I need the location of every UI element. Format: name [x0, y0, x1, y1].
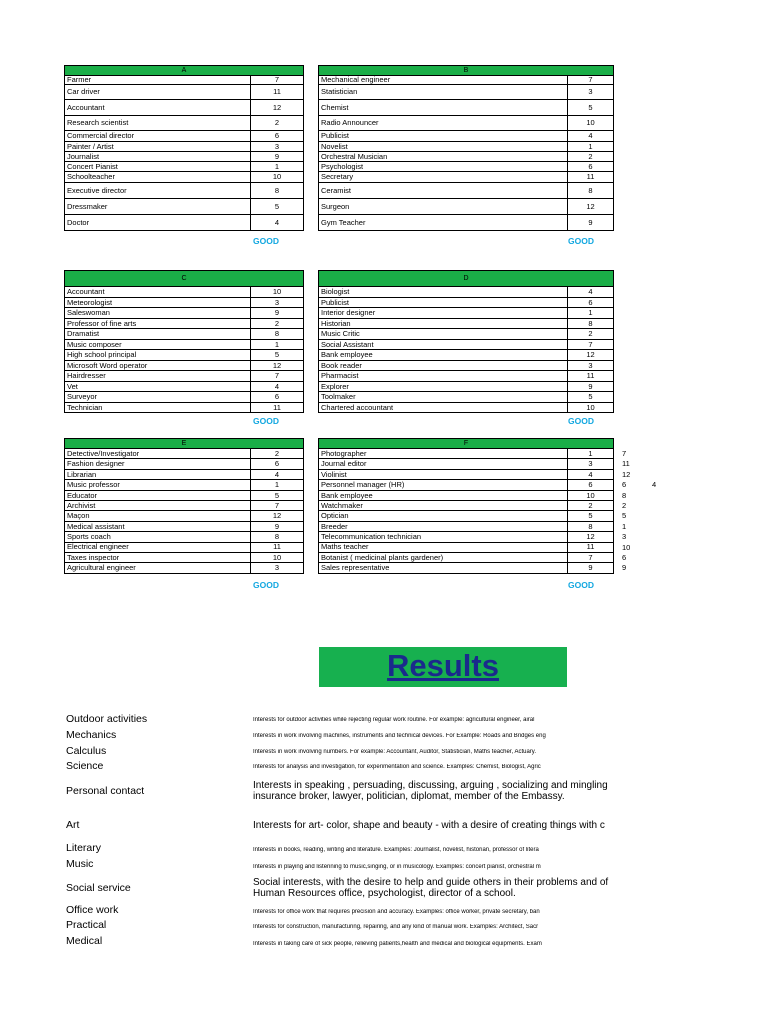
job-label: Archivist	[65, 500, 251, 510]
job-label: Interior designer	[319, 308, 568, 319]
extra-value: 8	[622, 490, 627, 500]
extra-value	[652, 502, 656, 512]
job-label: Electrical engineer	[65, 542, 251, 552]
table-e	[64, 438, 304, 574]
job-rank: 10	[568, 490, 614, 500]
extra-value: 3	[622, 532, 627, 542]
extra-value	[652, 564, 656, 574]
status-good: GOOD	[253, 416, 279, 426]
results-banner	[319, 647, 567, 687]
job-label: Sales representative	[319, 563, 568, 573]
job-rank: 8	[251, 329, 304, 340]
extra-value: 6	[622, 552, 627, 562]
result-description: Interests in work involving numbers. For example: Accountant, Auditor, Statistician, Maths teacher, Actuary.	[253, 749, 537, 755]
results-title: Results	[387, 648, 499, 683]
extra-value: 1	[622, 521, 627, 531]
job-label: Saleswoman	[65, 308, 251, 319]
job-rank: 1	[568, 449, 614, 459]
job-rank: 5	[568, 392, 614, 403]
job-label: Dramatist	[65, 329, 251, 340]
job-label: Accountant	[65, 100, 251, 116]
job-rank: 1	[251, 339, 304, 350]
job-label: Meteorologist	[65, 297, 251, 308]
job-label: Commercial director	[65, 131, 251, 142]
job-label: Violinist	[319, 469, 568, 479]
job-label: Personnel manager (HR)	[319, 480, 568, 490]
job-label: Music Critic	[319, 329, 568, 340]
extra-value: 12	[622, 469, 631, 479]
job-rank: 5	[568, 511, 614, 521]
table-b	[318, 65, 614, 231]
job-label: Accountant	[65, 287, 251, 298]
result-category: Office work	[66, 904, 119, 916]
job-rank: 1	[251, 480, 304, 490]
job-label: Music composer	[65, 339, 251, 350]
extra-value	[652, 450, 656, 460]
job-label: Educator	[65, 490, 251, 500]
job-label: Social Assistant	[319, 339, 568, 350]
job-rank: 2	[568, 500, 614, 510]
job-rank: 2	[568, 152, 614, 162]
job-label: Optician	[319, 511, 568, 521]
table-a	[64, 65, 304, 231]
job-label: Sports coach	[65, 532, 251, 542]
result-category: Literary	[66, 842, 102, 854]
result-description: Interests for analysis and investigation, for experimentation and science. Examples: Chemist, Biologist, Agric	[253, 764, 541, 770]
job-rank: 1	[568, 142, 614, 152]
job-rank: 3	[568, 85, 614, 100]
job-rank: 10	[251, 552, 304, 562]
job-rank: 4	[251, 469, 304, 479]
job-label: Painter / Artist	[65, 142, 251, 152]
job-label: Botanist ( medicinal plants gardener)	[319, 552, 568, 562]
job-rank: 5	[568, 100, 614, 116]
job-rank: 11	[251, 85, 304, 100]
job-label: Executive director	[65, 183, 251, 199]
job-rank: 12	[568, 350, 614, 361]
job-rank: 3	[251, 563, 304, 573]
job-rank: 8	[568, 318, 614, 329]
extra-value: 10	[622, 542, 631, 552]
job-rank: 4	[568, 131, 614, 142]
result-category: Science	[66, 760, 104, 772]
result-description: Interests for construction, manufacturing, repairing, and any kind of manual work. Examples: Architect, Sacr	[253, 924, 539, 930]
job-rank: 10	[251, 287, 304, 298]
job-label: Pharmacist	[319, 371, 568, 382]
table-header: F	[319, 439, 614, 449]
job-label: Photographer	[319, 449, 568, 459]
job-label: Journal editor	[319, 459, 568, 469]
table-header: C	[65, 271, 304, 287]
job-rank: 1	[568, 308, 614, 319]
result-category: Personal contact	[66, 785, 145, 797]
job-label: Surgeon	[319, 199, 568, 215]
extra-value	[652, 460, 656, 470]
result-description: Interests for office work that requires precision and accuracy. Examples: office worker, private secretary, ban	[253, 909, 540, 915]
job-rank: 3	[251, 297, 304, 308]
job-label: Taxes inspector	[65, 552, 251, 562]
job-rank: 9	[251, 308, 304, 319]
job-rank: 6	[251, 459, 304, 469]
job-label: Statistician	[319, 85, 568, 100]
extra-value: 11	[622, 459, 630, 469]
job-rank: 5	[251, 350, 304, 361]
job-label: Mechanical engineer	[319, 76, 568, 85]
result-description: Interests in books, reading, writing and literature. Examples: Journalist, novelist, historian, professor of litera	[253, 847, 539, 853]
extra-value: 6	[622, 480, 627, 490]
job-rank: 7	[568, 552, 614, 562]
job-label: Psychologist	[319, 162, 568, 172]
job-rank: 3	[568, 459, 614, 469]
job-label: Telecommunication technician	[319, 532, 568, 542]
result-category: Outdoor activities	[66, 713, 148, 725]
job-label: Farmer	[65, 76, 251, 85]
job-rank: 12	[251, 511, 304, 521]
job-rank: 2	[251, 449, 304, 459]
job-label: Breeder	[319, 521, 568, 531]
job-rank: 5	[251, 490, 304, 500]
job-rank: 5	[251, 199, 304, 215]
status-good: GOOD	[253, 236, 279, 246]
job-rank: 9	[568, 381, 614, 392]
result-category: Mechanics	[66, 729, 117, 741]
result-category: Music	[66, 858, 94, 870]
job-label: Chartered accountant	[319, 402, 568, 413]
job-label: Watchmaker	[319, 500, 568, 510]
result-description: Interests in speaking , persuading, discussing, arguing , socializing and mingling insurance broker, lawyer, politician, diplomat, member of the Embassy.	[253, 780, 608, 802]
table-c	[64, 270, 304, 413]
job-rank: 8	[251, 532, 304, 542]
job-rank: 3	[568, 360, 614, 371]
job-label: Vet	[65, 381, 251, 392]
status-good: GOOD	[253, 580, 279, 590]
table-header: A	[65, 66, 304, 76]
job-label: Biologist	[319, 287, 568, 298]
table-header: B	[319, 66, 614, 76]
job-label: Book reader	[319, 360, 568, 371]
status-good: GOOD	[568, 416, 594, 426]
job-rank: 7	[251, 371, 304, 382]
job-rank: 11	[568, 542, 614, 552]
job-label: Schoolteacher	[65, 172, 251, 183]
job-label: Concert Pianist	[65, 162, 251, 172]
job-label: Hairdresser	[65, 371, 251, 382]
job-label: Doctor	[65, 215, 251, 231]
job-rank: 10	[568, 116, 614, 131]
result-category: Practical	[66, 919, 107, 931]
job-label: Detective/Investigator	[65, 449, 251, 459]
result-category: Calculus	[66, 745, 107, 757]
extra-value: 4	[652, 480, 657, 490]
job-rank: 11	[251, 402, 304, 413]
extra-value	[652, 544, 656, 554]
job-rank: 4	[251, 215, 304, 231]
job-label: Technician	[65, 402, 251, 413]
job-rank: 12	[251, 100, 304, 116]
job-rank: 6	[568, 162, 614, 172]
job-rank: 7	[568, 339, 614, 350]
job-rank: 12	[568, 199, 614, 215]
extra-value	[652, 523, 656, 533]
status-good: GOOD	[568, 236, 594, 246]
job-label: Fashion designer	[65, 459, 251, 469]
extra-column-1	[622, 450, 630, 575]
job-rank: 4	[568, 287, 614, 298]
job-rank: 8	[251, 183, 304, 199]
table-header: E	[65, 439, 304, 449]
table-header: D	[319, 271, 614, 287]
job-label: Medical assistant	[65, 521, 251, 531]
job-label: Bank employee	[319, 490, 568, 500]
extra-value: 2	[622, 500, 627, 510]
job-rank: 12	[251, 360, 304, 371]
result-description: Interests in taking care of sick people, relieving patients,health and medical and biological equipments. Exam	[253, 941, 542, 947]
result-description: Interests for outdoor activities while rejecting regular work routine. For example: agricultural engineer, airal	[253, 717, 535, 723]
result-description: Social interests, with the desire to help and guide others in their problems and of Human Resources office, psychologist, director of a school.	[253, 877, 609, 899]
extra-value	[652, 512, 656, 522]
job-rank: 9	[568, 215, 614, 231]
job-label: High school principal	[65, 350, 251, 361]
job-label: Agricultural engineer	[65, 563, 251, 573]
job-rank: 11	[251, 542, 304, 552]
job-rank: 7	[251, 76, 304, 85]
result-description: Interests in work involving machines, instruments and technical devices. For Example: Roads and Bridges eng	[253, 733, 546, 739]
job-rank: 9	[568, 563, 614, 573]
job-label: Microsoft Word operator	[65, 360, 251, 371]
job-label: Journalist	[65, 152, 251, 162]
job-label: Maçon	[65, 511, 251, 521]
job-rank: 10	[568, 402, 614, 413]
table-d	[318, 270, 614, 413]
extra-value: 7	[622, 449, 627, 458]
job-label: Surveyor	[65, 392, 251, 403]
result-category: Social service	[66, 882, 131, 894]
extra-value	[652, 533, 656, 543]
job-label: Toolmaker	[319, 392, 568, 403]
job-rank: 6	[251, 392, 304, 403]
job-rank: 6	[568, 297, 614, 308]
job-label: Bank employee	[319, 350, 568, 361]
job-rank: 3	[251, 142, 304, 152]
job-label: Maths teacher	[319, 542, 568, 552]
job-label: Research scientist	[65, 116, 251, 131]
job-rank: 11	[568, 172, 614, 183]
job-rank: 2	[251, 116, 304, 131]
job-label: Professor of fine arts	[65, 318, 251, 329]
extra-value	[652, 492, 656, 502]
job-rank: 9	[251, 521, 304, 531]
result-category: Medical	[66, 935, 103, 947]
job-label: Music professor	[65, 480, 251, 490]
job-rank: 7	[568, 76, 614, 85]
result-description: Interests in playing and listenning to music,singing, or in musicology. Examples: concert pianist, orchestral m	[253, 864, 541, 870]
job-rank: 7	[251, 500, 304, 510]
job-label: Librarian	[65, 469, 251, 479]
job-label: Novelist	[319, 142, 568, 152]
job-rank: 4	[568, 469, 614, 479]
job-label: Ceramist	[319, 183, 568, 199]
job-label: Explorer	[319, 381, 568, 392]
job-rank: 8	[568, 183, 614, 199]
extra-column-2	[652, 450, 656, 575]
job-label: Gym Teacher	[319, 215, 568, 231]
extra-value	[652, 554, 656, 564]
extra-value: 5	[622, 511, 627, 521]
job-rank: 2	[251, 318, 304, 329]
status-good: GOOD	[568, 580, 594, 590]
job-rank: 4	[251, 381, 304, 392]
job-label: Car driver	[65, 85, 251, 100]
job-label: Chemist	[319, 100, 568, 116]
job-label: Publicist	[319, 131, 568, 142]
job-label: Dressmaker	[65, 199, 251, 215]
job-rank: 6	[251, 131, 304, 142]
job-rank: 12	[568, 532, 614, 542]
job-rank: 10	[251, 172, 304, 183]
job-label: Secretary	[319, 172, 568, 183]
job-rank: 8	[568, 521, 614, 531]
job-rank: 6	[568, 480, 614, 490]
job-rank: 9	[251, 152, 304, 162]
job-label: Orchestral Musician	[319, 152, 568, 162]
job-label: Historian	[319, 318, 568, 329]
job-label: Publicist	[319, 297, 568, 308]
table-f	[318, 438, 614, 574]
job-label: Radio Announcer	[319, 116, 568, 131]
job-rank: 11	[568, 371, 614, 382]
job-rank: 1	[251, 162, 304, 172]
result-category: Art	[66, 819, 80, 831]
extra-value: 9	[622, 563, 627, 573]
job-rank: 2	[568, 329, 614, 340]
result-description: Interests for art- color, shape and beauty - with a desire of creating things with c	[253, 820, 605, 831]
